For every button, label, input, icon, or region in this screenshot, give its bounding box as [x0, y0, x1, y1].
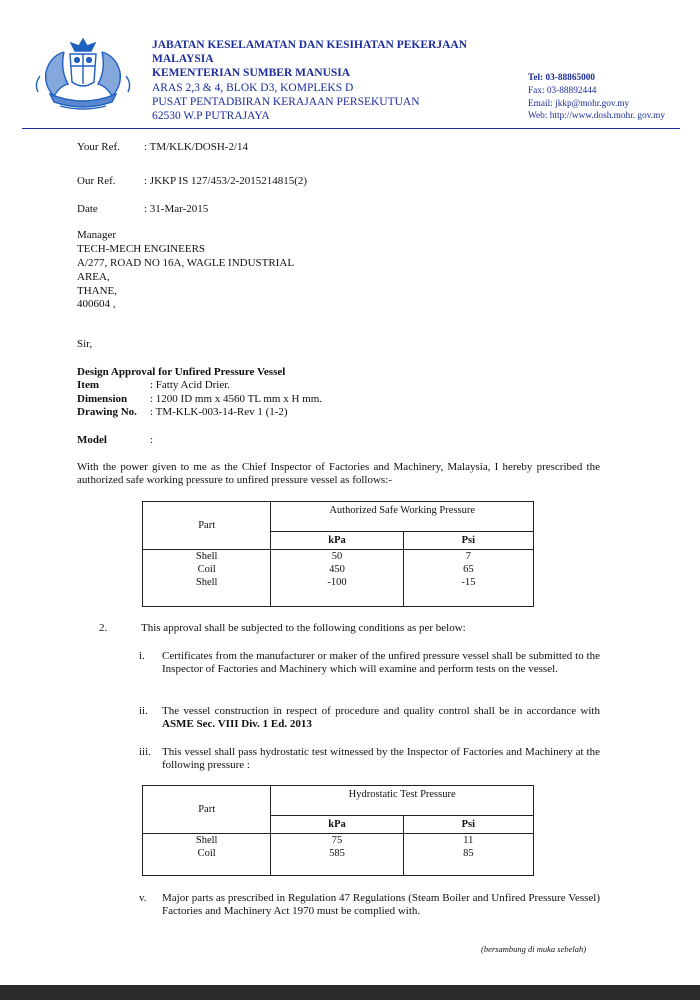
table-row: [143, 563, 534, 576]
table-row: [143, 576, 534, 589]
cell: -15: [403, 576, 533, 589]
item-number: i.: [139, 650, 145, 662]
our-ref-value: : JKKP IS 127/453/2-2015214815(2): [144, 175, 308, 187]
letterhead-line: ARAS 2,3 & 4, BLOK D3, KOMPLEKS D: [152, 81, 354, 94]
bottom-bar: [0, 985, 700, 1000]
tel-number: Tel: 03-88865000: [528, 73, 596, 83]
group-header: Hydrostatic Test Pressure: [271, 786, 534, 816]
dimension-value: : 1200 ID mm x 4560 TL mm x H mm.: [150, 393, 323, 405]
kpa-header: kPa: [271, 816, 403, 834]
condition-text-part: The vessel construction in respect of procedure and quality control shall be in accordance with: [162, 705, 600, 717]
asme-standard: ASME Sec. VIII Div. 1 Ed. 2013: [162, 718, 312, 730]
cell: 85: [403, 847, 533, 860]
cell: Coil: [143, 563, 271, 576]
cell: Coil: [143, 847, 271, 860]
your-ref-value: : TM/KLK/DOSH-2/14: [144, 141, 248, 153]
cell: 75: [271, 834, 403, 847]
group-header: Authorized Safe Working Pressure: [271, 502, 534, 532]
item-number: iii.: [139, 746, 151, 758]
contact-block: [528, 72, 665, 123]
spacer-cell: [143, 589, 271, 607]
model-value: :: [150, 434, 154, 446]
condition-text: [162, 705, 600, 731]
spacer-cell: [403, 589, 533, 607]
letterhead-line: JABATAN KESELAMATAN DAN KESIHATAN PEKERJAAN: [152, 39, 467, 51]
cell: Shell: [143, 834, 271, 847]
coat-of-arms-logo: [30, 36, 136, 114]
spacer-cell: [403, 860, 533, 876]
letterhead-line: PUSAT PENTADBIRAN KERAJAAN PERSEKUTUAN: [152, 95, 420, 108]
intro-paragraph: With the power given to me as the Chief Inspector of Factories and Machinery, Malaysia, I hereby prescribed the authorized safe working pressure to unfired pressure vessel as follows:-: [77, 461, 600, 486]
cell: Shell: [143, 550, 271, 563]
part-header: Part: [143, 786, 271, 834]
dimension-label: Dimension: [77, 393, 128, 405]
address-line: Manager: [77, 229, 117, 241]
letterhead-line: MALAYSIA: [152, 53, 214, 66]
spacer-cell: [271, 860, 403, 876]
item-number: ii.: [139, 705, 148, 717]
cell: 11: [403, 834, 533, 847]
cell: 50: [271, 550, 403, 563]
hydrostatic-test-table: [142, 785, 534, 876]
condition-text: Major parts as prescribed in Regulation 47 Regulations (Steam Boiler and Unfired Pressure Vessel) Factories and Machinery Act 1970 must be complied with.: [162, 892, 600, 917]
condition-text: This vessel shall pass hydrostatic test witnessed by the Inspector of Factories and Machinery at the following pressure :: [162, 746, 600, 771]
spacer-cell: [143, 860, 271, 876]
address-line: TECH-MECH ENGINEERS: [77, 243, 206, 255]
cell: Shell: [143, 576, 271, 589]
cell: 7: [403, 550, 533, 563]
table-row: [143, 834, 534, 847]
model-label: Model: [77, 434, 107, 446]
safe-working-pressure-table: [142, 501, 534, 607]
letterhead-divider: [22, 128, 680, 129]
cell: 65: [403, 563, 533, 576]
address-line: 400604 ,: [77, 298, 116, 310]
date-value: : 31-Mar-2015: [144, 203, 209, 215]
address-line: THANE,: [77, 285, 118, 297]
item-number: v.: [139, 892, 147, 904]
cell: 585: [271, 847, 403, 860]
para-text: This approval shall be subjected to the following conditions as per below:: [141, 622, 466, 634]
address-line: AREA,: [77, 271, 110, 283]
part-header: Part: [143, 502, 271, 550]
letterhead-line: 62530 W.P PUTRAJAYA: [152, 110, 270, 123]
salutation: Sir,: [77, 338, 93, 350]
our-ref-label: Our Ref.: [77, 175, 116, 187]
email-address: Email: jkkp@mohr.gov.my: [528, 98, 630, 109]
date-label: Date: [77, 203, 98, 215]
para-number: 2.: [99, 622, 108, 634]
psi-header: Psi: [403, 532, 533, 550]
spacer-cell: [271, 589, 403, 607]
ministry-letterhead: [152, 38, 467, 123]
subject-title: Design Approval for Unfired Pressure Vessel: [77, 366, 286, 378]
letterhead-line: KEMENTERIAN SUMBER MANUSIA: [152, 67, 351, 80]
address-line: A/277, ROAD NO 16A, WAGLE INDUSTRIAL: [77, 257, 295, 269]
item-label: Item: [77, 379, 99, 391]
item-value: : Fatty Acid Drier.: [150, 379, 231, 391]
kpa-header: kPa: [271, 532, 403, 550]
fax-number: Fax: 03-88892444: [528, 85, 597, 96]
cell: 450: [271, 563, 403, 576]
your-ref-label: Your Ref.: [77, 141, 120, 153]
continued-note: (bersambung di muka sebelah): [481, 944, 587, 954]
cell: -100: [271, 576, 403, 589]
drawing-label: Drawing No.: [77, 406, 137, 418]
condition-text: Certificates from the manufacturer or maker of the unfired pressure vessel shall be submitted to the Inspector of Factories and Machinery which will examine and perform tests on the vessel.: [162, 650, 600, 675]
table-row: [143, 847, 534, 860]
website-url: Web: http://www.dosh.mohr. gov.my: [528, 111, 665, 122]
drawing-value: : TM-KLK-003-14-Rev 1 (1-2): [150, 406, 288, 418]
psi-header: Psi: [403, 816, 533, 834]
table-row: [143, 550, 534, 563]
